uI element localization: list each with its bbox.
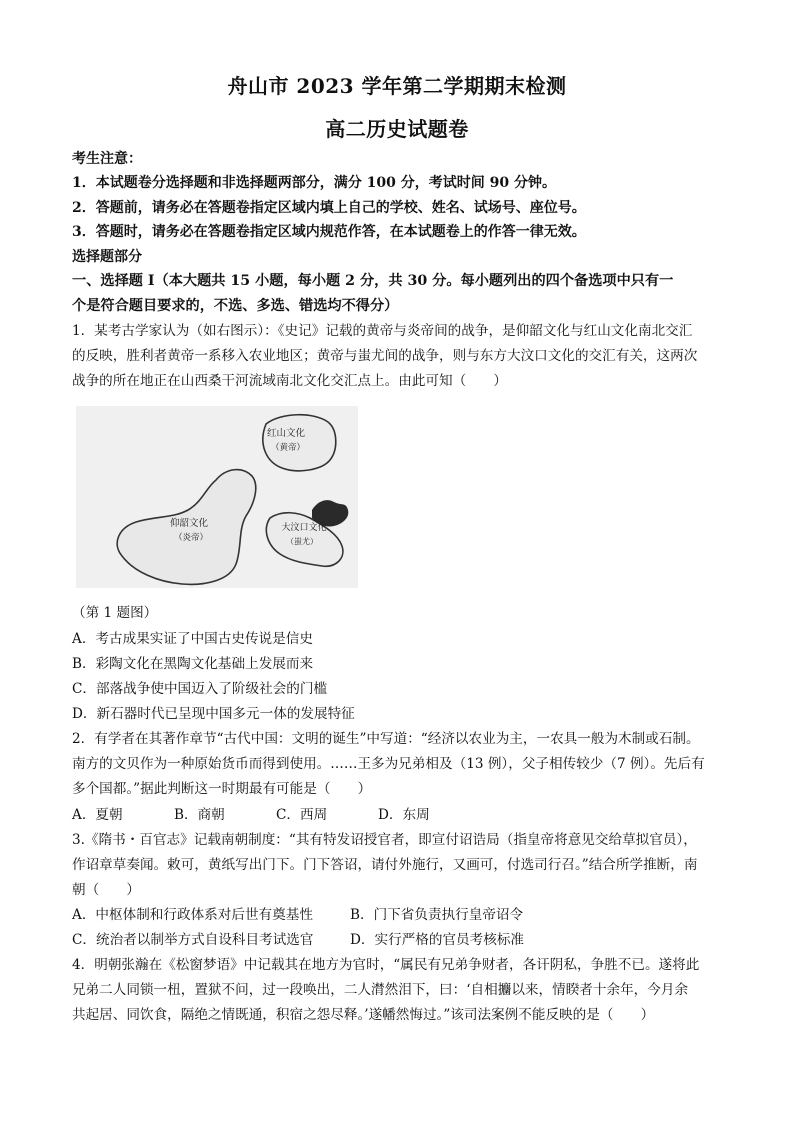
notice-item-2: 2．答题前，请务必在答题卷指定区域内填上自己的学校、姓名、试场号、座位号。 [72, 200, 586, 216]
q2-option-d: D．东周 [378, 807, 430, 823]
notice-item-3: 3．答题时，请务必在答题卷指定区域内规范作答，在本试题卷上的作答一律无效。 [72, 224, 586, 240]
q1-stem-line-2: 的反映，胜利者黄帝一系移入农业地区；黄帝与蚩尤间的战争，则与东方大汶口文化的交汇有关，这两次 [72, 348, 698, 364]
yangshao-label: 仰韶文化 [169, 518, 209, 529]
q1-figure-caption: （第 1 题图） [72, 605, 158, 621]
yangshao-tag: （炎帝） [173, 533, 209, 543]
q3-option-b: B．门下省负责执行皇帝诏令 [350, 907, 524, 923]
exam-title: 舟山市 2023 学年第二学期期末检测 [227, 74, 567, 98]
q2-stem-line-1: 2．有学者在其著作章节“古代中国：文明的诞生”中写道：“经济以农业为主，一农具一般为木制或石制。 [72, 731, 700, 747]
q3-stem-line-1: 3.《隋书・百官志》记载南朝制度：“其有特发诏授官者，即宣付诏诰局（指皇帝将意见交给草拟官员）， [72, 832, 697, 848]
q4-stem-line-1: 4．明朝张瀚在《松窗梦语》中记载其在地方为官时，“属民有兄弟争财者，各讦阴私，争胜不已。遂将此 [72, 957, 700, 973]
hongshan-label: 红山文化 [266, 428, 306, 439]
q3-stem-line-3: 朝（ ） [72, 882, 140, 898]
q2-option-c: C．西周 [276, 807, 328, 823]
q1-option-a: A．考古成果实证了中国古史传说是信史 [72, 631, 313, 647]
q2-option-a: A．夏朝 [72, 807, 123, 823]
q3-option-d: D．实行严格的官员考核标准 [350, 932, 525, 948]
q1-stem-line-3: 战争的所在地正在山西桑干河流域南北文化交汇点上。由此可知（ ） [72, 373, 507, 389]
q3-option-a: A．中枢体制和行政体系对后世有奠基性 [72, 907, 313, 923]
q3-options-row-1 [72, 906, 732, 924]
q2-options-row [72, 806, 732, 824]
q1-option-c: C．部落战争使中国迈入了阶级社会的门槛 [72, 681, 328, 697]
q2-stem-line-3: 多个国都。”据此判断这一时期最有可能是（ ） [72, 781, 372, 797]
hongshan-tag: （黄帝） [270, 443, 306, 453]
q3-options-row-2 [72, 931, 732, 949]
exam-subtitle: 高二历史试题卷 [325, 117, 469, 141]
section-part-heading: 选择题部分 [72, 249, 142, 265]
dawenkou-label: 大汶口文化 [281, 523, 327, 533]
dawenkou-tag: （蚩尤） [286, 537, 318, 546]
notice-item-1: 1．本试题卷分选择题和非选择题两部分，满分 100 分，考试时间 90 分钟。 [72, 175, 556, 191]
q4-stem-line-3: 共起居、同饮食，隔绝之情既通，积宿之怨尽释。’遂幡然悔过。”该司法案例不能反映的是（ ） [72, 1007, 655, 1023]
q1-option-d: D．新石器时代已呈现中国多元一体的发展特征 [72, 706, 355, 722]
section-instruction-line-1: 一、选择题 I（本大题共 15 小题，每小题 2 分，共 30 分。每小题列出的四个备选项中只有一 [72, 273, 674, 289]
q1-stem-line-1: 1．某考古学家认为（如右图示）：《史记》记载的黄帝与炎帝间的战争，是仰韶文化与红山文化南北交汇 [72, 323, 693, 339]
notice-heading: 考生注意： [72, 151, 142, 167]
q1-culture-map-figure [76, 406, 358, 588]
section-instruction-line-2: 个是符合题目要求的，不选、多选、错选均不得分） [72, 298, 399, 314]
q3-option-c: C．统治者以制举方式自设科目考试选官 [72, 932, 314, 948]
q1-option-b: B．彩陶文化在黑陶文化基础上发展而来 [72, 656, 314, 672]
q2-stem-line-2: 南方的文贝作为一种原始货币而得到使用。……王多为兄弟相及（13 例），父子相传较少（7 例）。先后有 [72, 756, 705, 772]
q3-stem-line-2: 作诏章草奏闻。敕可，黄纸写出门下。门下答诏，请付外施行，又画可，付选司行召。”结合所学推断，南 [72, 857, 698, 873]
q4-stem-line-2: 兄弟二人同锁一杻，置狱不问，过一段唤出，二人潸然泪下，曰：‘自相攟以来，情睽者十余年，今月余 [72, 982, 689, 998]
q2-option-b: B．商朝 [174, 807, 225, 823]
